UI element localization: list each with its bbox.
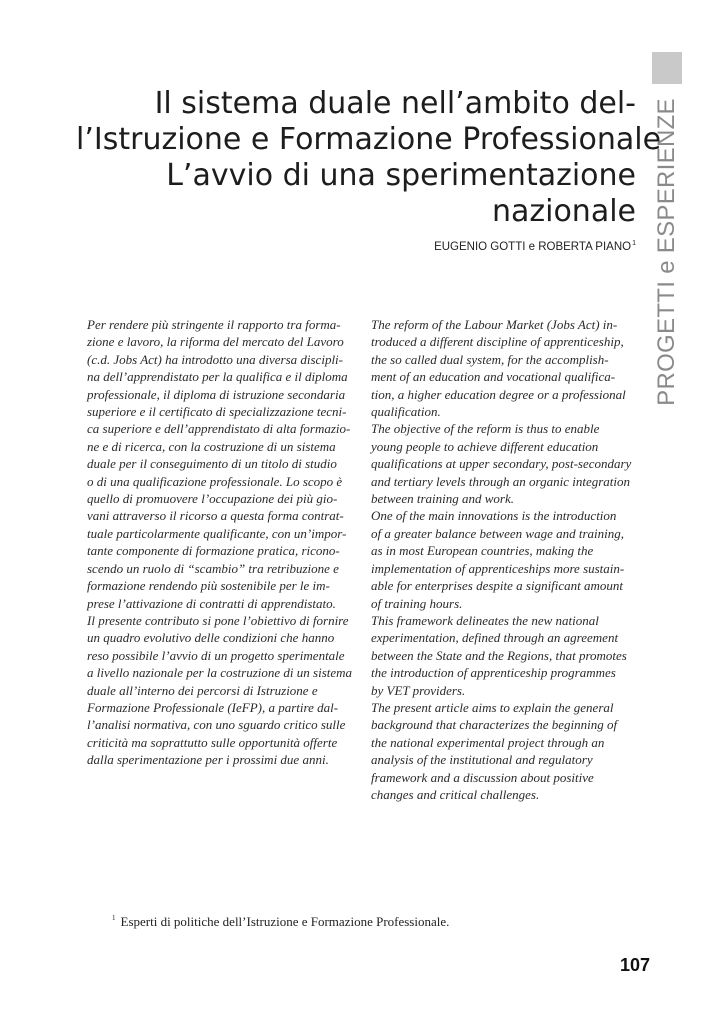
abstract-line: superiore e il certificato di specializzazione tecni- bbox=[87, 404, 347, 420]
abstract-italian bbox=[87, 316, 367, 769]
abstract-line: and tertiary levels through an organic integration bbox=[371, 473, 631, 489]
title-line: l’Istruzione e Formazione Professionale bbox=[76, 122, 662, 157]
footnote-mark: 1 bbox=[112, 914, 116, 922]
abstract-line: l’analisi normativa, con uno sguardo critico sulle bbox=[87, 717, 346, 733]
abstract-line: zione e lavoro, la riforma del mercato del Lavoro bbox=[87, 334, 344, 350]
article-authors bbox=[434, 241, 636, 253]
abstract-line: ne e di ricerca, con la costruzione di un sistema bbox=[87, 438, 336, 454]
abstract-line: formazione rendendo più sostenibile per le im- bbox=[87, 578, 330, 594]
abstract-line: o di una qualificazione professionale. Lo scopo è bbox=[87, 473, 343, 489]
footnote bbox=[112, 914, 449, 930]
abstract-line: experimentation, defined through an agreement bbox=[371, 630, 619, 646]
abstract-line: The present article aims to explain the general bbox=[371, 699, 614, 715]
abstract-line: qualification. bbox=[371, 404, 441, 420]
abstract-line: the so called dual system, for the accomplish- bbox=[371, 351, 609, 367]
title-line: Il sistema duale nell’ambito del- bbox=[154, 86, 636, 121]
abstract-line: (c.d. Jobs Act) ha introdotto una diversa discipli- bbox=[87, 351, 343, 367]
abstract-line: professionale, il diploma di istruzione secondaria bbox=[87, 386, 346, 402]
abstract-line: of training hours. bbox=[371, 595, 463, 611]
abstract-line: of a greater balance between wage and training, bbox=[371, 525, 624, 541]
footnote-text: Esperti di politiche dell’Istruzione e Formazione Professionale. bbox=[120, 914, 450, 929]
abstract-line: implementation of apprenticeships more sustain- bbox=[371, 560, 625, 576]
abstract-line: ment of an education and vocational qualifica- bbox=[371, 369, 616, 385]
abstract-line: as in most European countries, making the bbox=[371, 543, 594, 559]
abstract-line: between training and work. bbox=[371, 491, 514, 507]
abstract-line: duale all’interno dei percorsi di Istruzione e bbox=[87, 682, 318, 698]
title-line: L’avvio di una sperimentazione bbox=[166, 158, 636, 193]
abstract-line: by VET providers. bbox=[371, 682, 466, 698]
abstract-line: tuale particolarmente qualificante, con un’impor- bbox=[87, 525, 347, 541]
abstract-line: vani attraverso il ricorso a questa forma contrat- bbox=[87, 508, 344, 524]
abstract-line: the introduction of apprenticeship programmes bbox=[371, 665, 616, 681]
section-tab-marker bbox=[652, 52, 682, 84]
abstract-line: the national experimental project through an bbox=[371, 734, 605, 750]
abstract-line: Il presente contributo si pone l’obiettivo di fornire bbox=[87, 612, 349, 628]
authors-footnote-mark: 1 bbox=[632, 240, 636, 247]
abstract-line: troduced a different discipline of apprenticeship, bbox=[371, 334, 624, 350]
abstract-line: quello di promuovere l’occupazione dei più gio- bbox=[87, 491, 338, 507]
abstract-line: able for enterprises despite a significant amount bbox=[371, 578, 624, 594]
title-line: nazionale bbox=[491, 194, 636, 229]
abstract-english bbox=[371, 316, 639, 803]
abstract-line: tante componente di formazione pratica, ricono- bbox=[87, 543, 340, 559]
abstract-line: qualifications at upper secondary, post-secondary bbox=[371, 456, 632, 472]
abstract-line: tion, a higher education degree or a professional bbox=[371, 386, 626, 402]
abstract-line: This framework delineates the new national bbox=[371, 612, 599, 628]
page-number: 107 bbox=[619, 955, 650, 975]
authors-names: EUGENIO GOTTI e ROBERTA PIANO bbox=[434, 241, 632, 253]
section-label: PROGETTI e ESPERIENZE bbox=[653, 98, 680, 406]
abstract-line: duale per il conseguimento di un titolo di studio bbox=[87, 456, 337, 472]
abstract-line: changes and critical challenges. bbox=[371, 786, 540, 802]
abstract-line: prese l’attivazione di contratti di apprendistato. bbox=[87, 595, 336, 611]
abstract-line: One of the main innovations is the introduction bbox=[371, 508, 617, 524]
abstract-line: Per rendere più stringente il rapporto tra forma- bbox=[87, 317, 341, 332]
abstract-line: na dell’apprendistato per la qualifica e il diploma bbox=[87, 369, 348, 385]
abstract-line: Formazione Professionale (IeFP), a partire dal- bbox=[87, 699, 339, 715]
abstract-line: reso possibile l’avvio di un progetto sperimentale bbox=[87, 647, 345, 663]
abstract-line: between the State and the Regions, that promotes bbox=[371, 647, 627, 663]
abstract-line: un quadro evolutivo delle condizioni che hanno bbox=[87, 630, 335, 646]
abstract-line: framework and a discussion about positive bbox=[371, 769, 594, 785]
article-title bbox=[76, 86, 662, 230]
abstract-line: a livello nazionale per la costruzione di un sistema bbox=[87, 665, 353, 681]
abstract-line: The reform of the Labour Market (Jobs Act) in- bbox=[371, 317, 618, 332]
abstract-line: dalla sperimentazione per i prossimi due anni. bbox=[87, 752, 329, 768]
abstract-line: scendo un ruolo di “scambio” tra retribuzione e bbox=[87, 560, 339, 576]
abstract-line: The objective of the reform is thus to enable bbox=[371, 421, 600, 437]
abstract-line: criticità ma soprattutto sulle opportunità offerte bbox=[87, 734, 338, 750]
abstract-line: analysis of the institutional and regulatory bbox=[371, 752, 593, 768]
abstract-line: background that characterizes the beginning of bbox=[371, 717, 618, 733]
abstract-line: ca superiore e dell’apprendistato di alta formazio- bbox=[87, 421, 351, 437]
abstract-line: young people to achieve different education bbox=[371, 438, 599, 454]
